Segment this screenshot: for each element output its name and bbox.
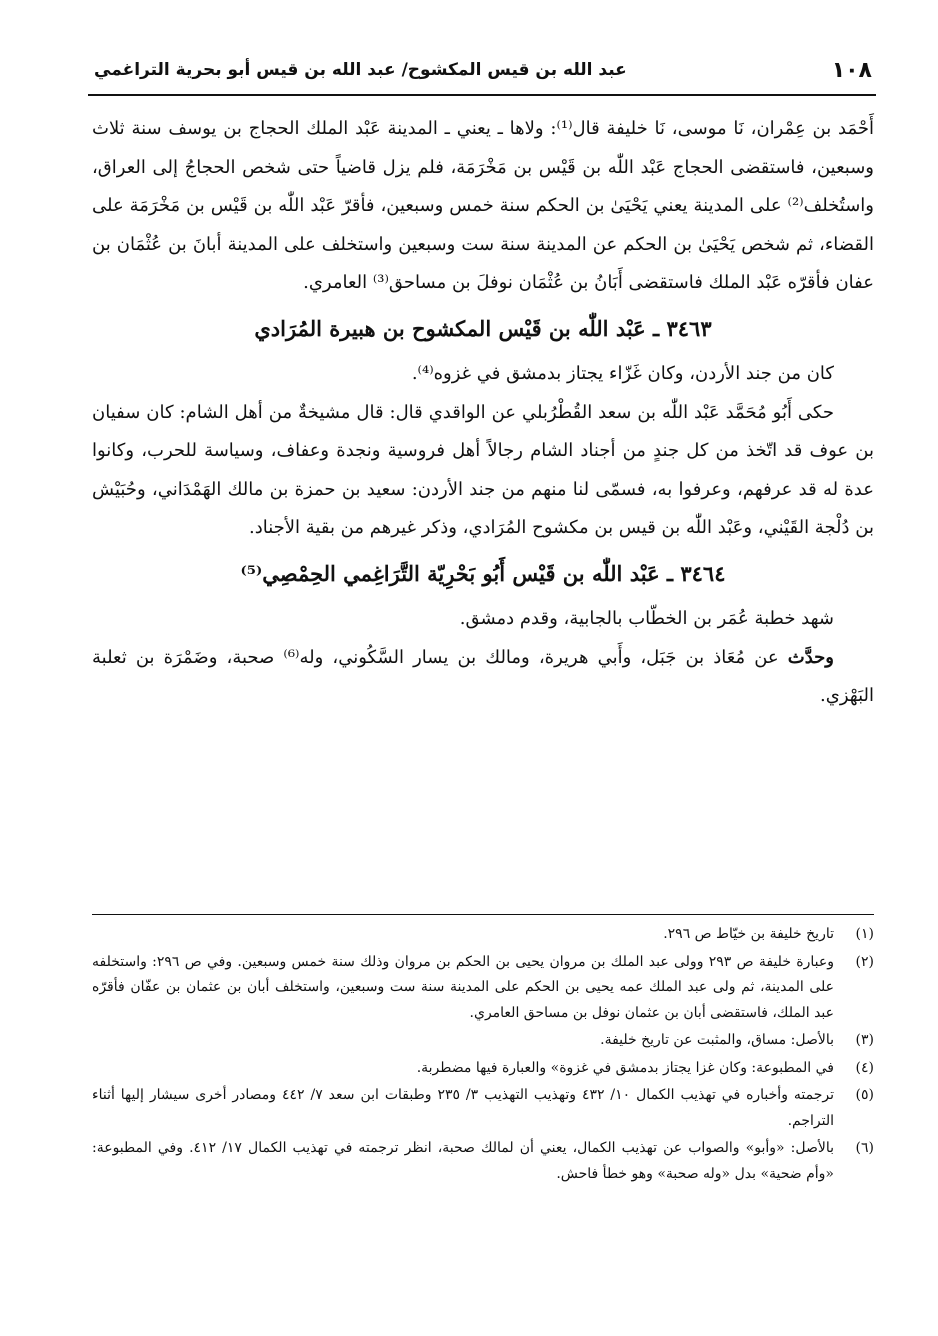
footnote <box>92 1136 874 1187</box>
footnote <box>92 950 874 1027</box>
footnote-text: بالأصل: «وأبو» والصواب عن تهذيب الكمال، يعني أن لمالك صحبة، انظر ترجمته في تهذيب الكمال ١٧/ ٤١٢. وفي المطبوعة: «وأم ضحية» بدل «وله صحبة» وهو خطأ فاحش. <box>92 1140 834 1182</box>
paragraph-5-lead-word: وحدَّث <box>787 646 834 668</box>
footnote-number: (٤) <box>855 1059 874 1076</box>
biography-heading-3464 <box>92 552 874 596</box>
running-title: عبد الله بن قيس المكشوح/ عبد الله بن قيس أبو بحرية التراغمي <box>94 60 627 80</box>
footnote-number: (٥) <box>855 1087 874 1103</box>
main-text <box>92 110 874 716</box>
footnote <box>92 922 874 948</box>
paragraph-1: أَحْمَد بن عِمْران، نَا موسى، نَا خليفة قال⁽¹⁾: ولاها ـ يعني ـ المدينة عَبْد الملك الحجاج بن يوسف سنة ثلاث وسبعين، فاستقضى الحجاج عَبْد اللّٰه بن قَيْس بن مَخْرَمَة، فلم يزل قاضياً حتى شخص الحجاجُ إلى العراق، واستُخلف⁽²⁾ على المدينة يعني يَحْيَىٰ بن الحكم سنة خمس وسبعين، فأقرّ عَبْد اللّٰه بن قَيْس بن مَخْرَمَة على القضاء، ثم شخص يَحْيَىٰ بن الحكم عن المدينة سنة ست وسبعين واستخلف على المدينة أبانَ بن عُثْمَان بن عفان فأقرّه عَبْد الملك فاستقضى أَبَانُ بن عُثْمَان نوفلَ بن مساحق⁽³⁾ العامري. <box>92 118 874 294</box>
footnote-number: (٢) <box>855 953 874 970</box>
page-header <box>88 52 876 92</box>
paragraph-5 <box>92 639 874 716</box>
biography-number: ٣٤٦٤ <box>680 560 726 586</box>
footnote-number: (٣) <box>855 1032 874 1048</box>
paragraph-3: حكى أَبُو مُحَمَّد عَبْد اللّٰه بن سعد القُطْرُبلي عن الواقدي قال: قال مشيخةٌ من أهل الشام: كان سفيان بن عوف قد اتّخذ من كل جندٍ من أجناد الشام رجالاً أهل فروسية ونجدة وعفاف، وسياسة للحرب، وكانوا عدة له قد عرفهم، وعرفوا به، فسمّى لنا منهم من جند الأردن: سعيد بن حمزة بن مالك الهَمْدَاني، وحُبَيْش بن دُلْجة القَيْني، وعَبْد اللّٰه بن قيس بن مكشوح المُرَادي، وذكر غيرهم من بقية الأجناد. <box>92 401 874 539</box>
footnote <box>92 1056 874 1082</box>
paragraph-4: شهد خطبة عُمَر بن الخطّاب بالجابية، وقدم دمشق. <box>459 607 834 629</box>
footnote-text: وعبارة خليفة ص ٢٩٣ وولى عبد الملك بن مروان يحيى بن الحكم بن مروان وذلك سنة خمس وسبعين. وفي ص ٢٩٦: واستخلفه على المدينة، ثم ولى عبد الملك عمه يحيى بن الحكم على المدينة سنة ست وسبعين، واستخلف أبان بن عثمان بن عفّان فأقرّه عبد الملك، فاستقضى أبان بن عثمان نوفل بن مساحق العامري. <box>92 953 834 1021</box>
footnote-text: تاريخ خليفة بن خيّاط ص ٢٩٦. <box>663 926 834 942</box>
footnote-number: (٦) <box>855 1140 874 1156</box>
paragraph-5-text: عن مُعَاذ بن جَبَل، وأَبي هريرة، ومالك بن يسار السَّكُوني، وله⁽⁶⁾ صحبة، وضَمْرَة بن ثعلبة البَهْزي. <box>92 646 874 707</box>
footnote <box>92 1083 874 1134</box>
header-rule <box>88 94 876 96</box>
footnote-text: بالأصل: مساق، والمثبت عن تاريخ خليفة. <box>600 1032 834 1048</box>
footnote-text: في المطبوعة: وكان غزا يجتاز بدمشق في غزوة» والعبارة فيها مضطربة. <box>416 1059 834 1076</box>
footnote-number: (١) <box>855 926 874 942</box>
biography-heading-3463 <box>92 307 874 351</box>
footnote-rule <box>92 914 874 915</box>
paragraph-2: كان من جند الأردن، وكان غَزّاء يجتاز بدمشق في غزوه⁽⁴⁾. <box>411 362 834 384</box>
footnote <box>92 1028 874 1054</box>
footnote-text: ترجمته وأخباره في تهذيب الكمال ١٠/ ٤٣٢ وتهذيب التهذيب ٣/ ٢٣٥ وطبقات ابن سعد ٧/ ٤٤٢ ومصادر أخرى سيشار إليها أثناء التراجم. <box>92 1087 834 1129</box>
biography-number: ٣٤٦٣ <box>666 315 712 341</box>
footnotes <box>92 922 874 1189</box>
page-number: ١٠٨ <box>831 58 872 83</box>
biography-title: ـ عَبْد اللّٰه بن قَيْس أَبُو بَحْرِيّة التَّرَاغِمي الحِمْصِي⁽⁵⁾ <box>240 560 674 586</box>
biography-title: ـ عَبْد اللّٰه بن قَيْس المكشوح بن هبيرة المُرَادي <box>254 315 660 341</box>
